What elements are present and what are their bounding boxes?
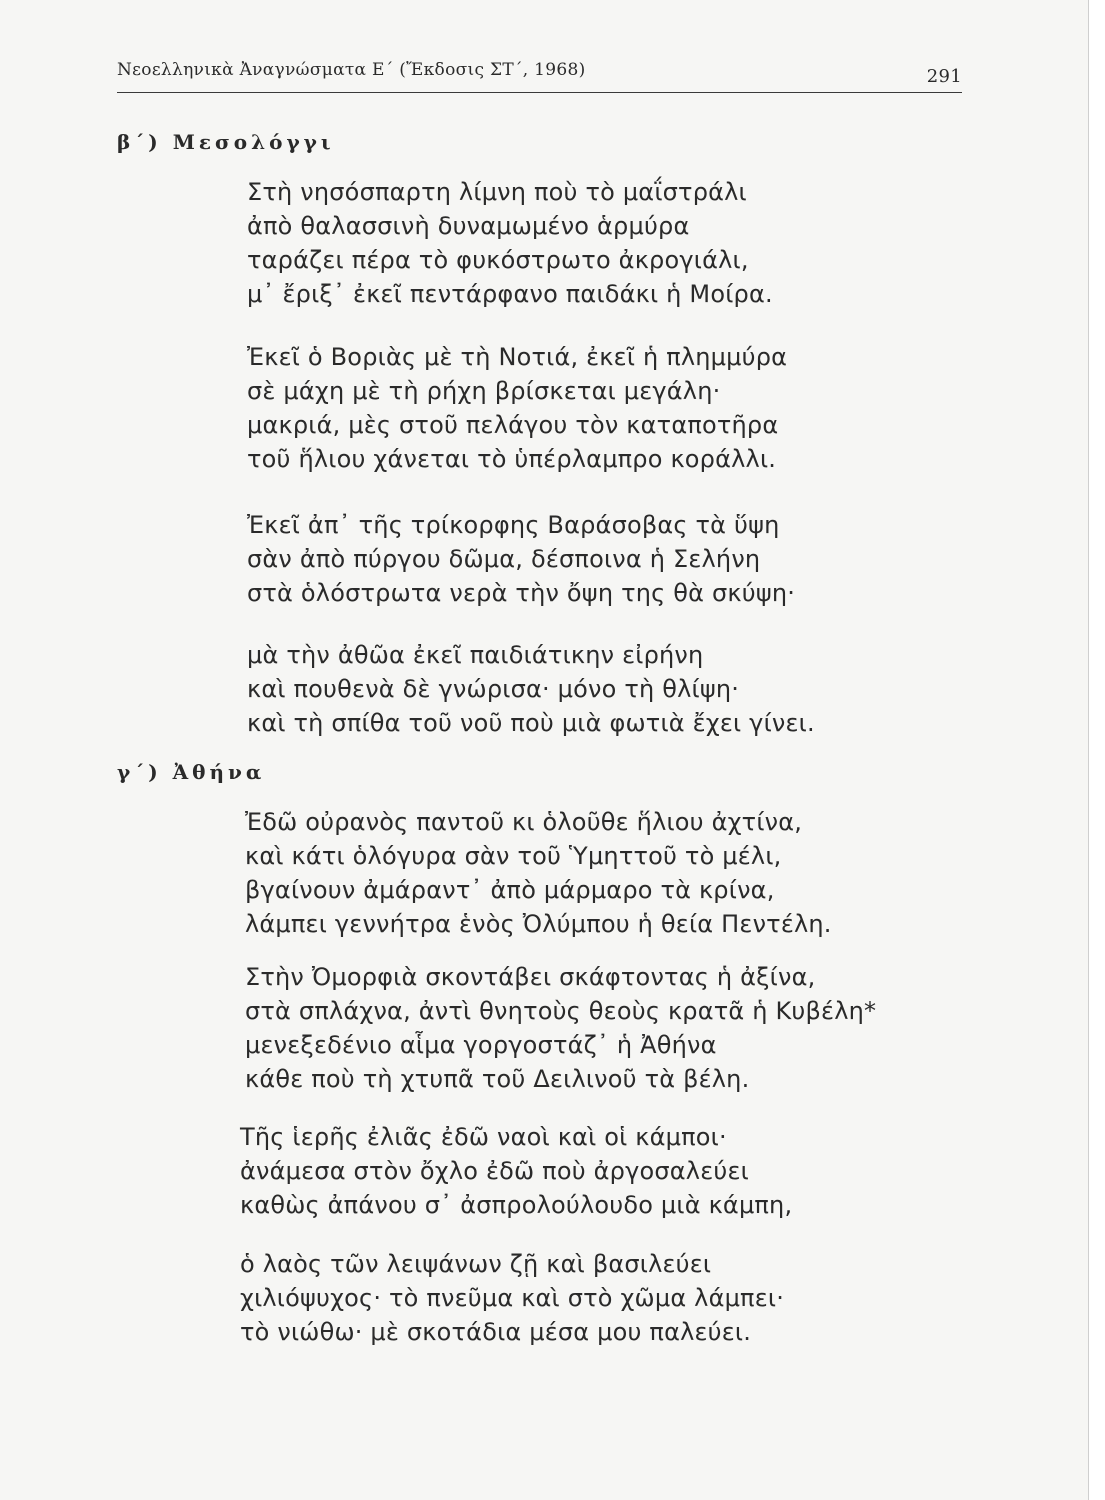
verse-line: τὸ νιώθω· μὲ σκοτάδια μέσα μου παλεύει. — [240, 1318, 752, 1346]
verse-line: μὰ τὴν ἀθῶα ἐκεῖ παιδιάτικην εἰρήνη — [247, 641, 704, 669]
verse-line: καὶ τὴ σπίθα τοῦ νοῦ ποὺ μιὰ φωτιὰ ἔχει γίνει. — [247, 709, 815, 737]
stanza — [240, 1120, 792, 1222]
verse-line: στὰ ὁλόστρωτα νερὰ τὴν ὄψη της θὰ σκύψη· — [247, 579, 796, 607]
verse-line: ὁ λαὸς τῶν λειψάνων ζῇ καὶ βασιλεύει — [240, 1250, 712, 1278]
section-heading-athina: γ΄) Ἀθήνα — [117, 760, 266, 784]
verse-line: σὲ μάχη μὲ τὴ ρήχη βρίσκεται μεγάλη· — [247, 377, 721, 405]
verse-line: Στὴν Ὀμορφιὰ σκοντάβει σκάφτοντας ἡ ἀξίνα, — [245, 963, 816, 991]
verse-line: μ᾽ ἔριξ᾽ ἐκεῖ πεντάρφανο παιδάκι ἡ Μοίρα. — [247, 280, 773, 308]
verse-line: Στὴ νησόσπαρτη λίμνη ποὺ τὸ μαΐστράλι — [247, 178, 747, 206]
verse-line: λάμπει γεννήτρα ἑνὸς Ὀλύμπου ἡ θεία Πεντέλη. — [245, 910, 832, 938]
verse-line: Ἐδῶ οὐρανὸς παντοῦ κι ὁλοῦθε ἥλιου ἀχτίνα, — [245, 808, 803, 836]
stanza — [240, 1247, 784, 1349]
verse-line: Ἐκεῖ ὁ Βοριὰς μὲ τὴ Νοτιά, ἐκεῖ ἡ πλημμύρα — [247, 343, 788, 371]
verse-line: καθὼς ἀπάνου σ᾽ ἀσπρολούλουδο μιὰ κάμπη, — [240, 1191, 793, 1219]
verse-line: Ἐκεῖ ἀπ᾽ τῆς τρίκορφης Βαράσοβας τὰ ὕψη — [247, 511, 780, 539]
page-number: 291 — [926, 66, 962, 87]
verse-line: σὰν ἀπὸ πύργου δῶμα, δέσποινα ἡ Σελήνη — [247, 545, 761, 573]
verse-line: ἀνάμεσα στὸν ὄχλο ἐδῶ ποὺ ἀργοσαλεύει — [240, 1157, 749, 1185]
verse-line: τοῦ ἥλιου χάνεται τὸ ὑπέρλαμπρο κοράλλι. — [247, 445, 777, 473]
stanza — [245, 960, 876, 1096]
verse-line: χιλιόψυχος· τὸ πνεῦμα καὶ στὸ χῶμα λάμπει· — [240, 1284, 785, 1312]
section-heading-mesolongi: β΄) Μεσολόγγι — [117, 130, 335, 154]
verse-line: μενεξεδένιο αἷμα γοργοστάζ᾽ ἡ Ἀθήνα — [245, 1031, 717, 1059]
verse-line: ταράζει πέρα τὸ φυκόστρωτο ἀκρογιάλι, — [247, 246, 749, 274]
verse-line: Τῆς ἱερῆς ἐλιᾶς ἐδῶ ναοὶ καὶ οἱ κάμποι· — [240, 1123, 727, 1151]
verse-line: καὶ κάτι ὁλόγυρα σὰν τοῦ Ὑμηττοῦ τὸ μέλι, — [245, 842, 782, 870]
stanza — [247, 175, 773, 311]
running-title: Νεοελληνικὰ Ἀναγνώσματα Ε΄ (Ἔκδοσις ΣΤ΄, 1968) — [117, 60, 586, 80]
stanza — [247, 638, 815, 740]
verse-line: βγαίνουν ἀμάραντ᾽ ἀπὸ μάρμαρο τὰ κρίνα, — [245, 876, 775, 904]
verse-line: στὰ σπλάχνα, ἀντὶ θνητοὺς θεοὺς κρατᾶ ἡ Κυβέλη* — [245, 997, 877, 1025]
verse-line: καὶ πουθενὰ δὲ γνώρισα· μόνο τὴ θλίψη· — [247, 675, 740, 703]
header-rule — [117, 92, 962, 93]
verse-line: μακριά, μὲς στοῦ πελάγου τὸν καταποτῆρα — [247, 411, 779, 439]
verse-line: ἀπὸ θαλασσινὴ δυναμωμένο ἁρμύρα — [247, 212, 690, 240]
stanza — [247, 340, 787, 476]
stanza — [247, 508, 795, 610]
verse-line: κάθε ποὺ τὴ χτυπᾶ τοῦ Δειλινοῦ τὰ βέλη. — [245, 1065, 750, 1093]
stanza — [245, 805, 832, 941]
